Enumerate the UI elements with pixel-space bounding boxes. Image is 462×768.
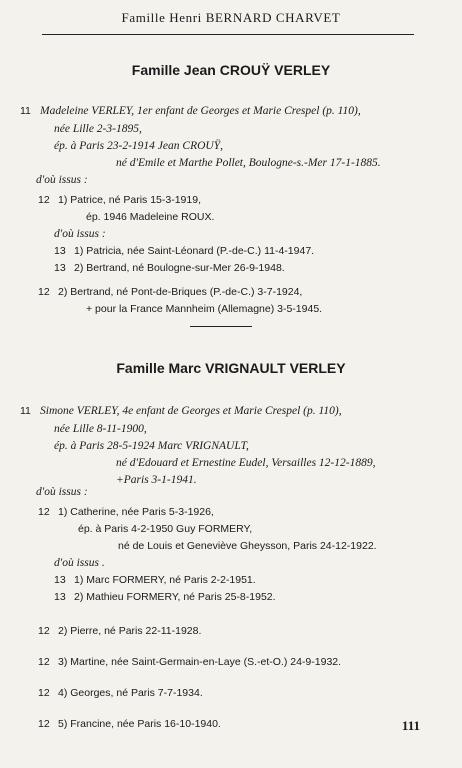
child-text: 1) Patrice, né Paris 15-3-1919, xyxy=(58,194,201,206)
header-rule xyxy=(42,34,414,35)
entry-line xyxy=(20,405,342,418)
child-line: d'où issus . xyxy=(54,557,105,569)
generation-number: 12 xyxy=(38,194,50,206)
child-text: 5) Francine, née Paris 16-10-1940. xyxy=(58,718,221,730)
child-line xyxy=(38,194,201,207)
entry-line: ép. à Paris 23-2-1914 Jean CROUŸ, xyxy=(54,140,223,152)
child-text: 2) Pierre, né Paris 22-11-1928. xyxy=(58,625,202,637)
generation-number: 11 xyxy=(20,405,31,417)
child-text: 1) Catherine, née Paris 5-3-1926, xyxy=(58,506,214,518)
generation-number: 12 xyxy=(38,687,50,699)
section-title-crouy: Famille Jean CROUŸ VERLEY xyxy=(131,62,331,78)
grandchild-text: 1) Patricia, née Saint-Léonard (P.-de-C.) 11-4-1947. xyxy=(74,245,315,257)
generation-number: 12 xyxy=(38,718,50,730)
entry-line: +Paris 3-1-1941. xyxy=(116,474,197,486)
child-line xyxy=(38,687,203,700)
child-line: + pour la France Mannheim (Allemagne) 3-5-1945. xyxy=(86,303,323,315)
entry-line: d'où issus : xyxy=(36,174,88,186)
child-line: ép. à Paris 4-2-1950 Guy FORMERY, xyxy=(78,523,253,535)
grandchild-line xyxy=(54,574,256,587)
entry-line: d'où issus : xyxy=(36,486,88,498)
child-line: né de Louis et Geneviève Gheysson, Paris 24-12-1922. xyxy=(118,540,377,552)
running-header: Famille Henri BERNARD CHARVET xyxy=(121,10,341,25)
entry-text: Simone VERLEY, 4e enfant de Georges et Marie Crespel (p. 110), xyxy=(40,405,342,417)
child-line xyxy=(38,718,221,731)
grandchild-line xyxy=(54,245,314,258)
child-line: ép. 1946 Madeleine ROUX. xyxy=(86,211,215,223)
entry-line xyxy=(20,105,361,118)
child-text: 2) Bertrand, né Pont-de-Briques (P.-de-C.) 3-7-1924, xyxy=(58,286,303,298)
entry-line: né d'Edouard et Ernestine Eudel, Versailles 12-12-1889, xyxy=(116,457,376,469)
child-line xyxy=(38,625,201,638)
generation-number: 12 xyxy=(38,286,50,298)
entry-line: née Lille 8-11-1900, xyxy=(54,423,147,435)
generation-number: 13 xyxy=(54,574,66,586)
child-text: 3) Martine, née Saint-Germain-en-Laye (S.-et-O.) 24-9-1932. xyxy=(58,656,342,668)
entry-line: né d'Emile et Marthe Pollet, Boulogne-s.-Mer 17-1-1885. xyxy=(116,157,381,169)
child-line xyxy=(38,656,341,669)
entry-text: Madeleine VERLEY, 1er enfant de Georges et Marie Crespel (p. 110), xyxy=(40,105,361,117)
child-line xyxy=(38,286,302,299)
generation-number: 11 xyxy=(20,105,31,117)
child-text: 4) Georges, né Paris 7-7-1934. xyxy=(58,687,203,699)
generation-number: 12 xyxy=(38,506,50,518)
grandchild-text: 2) Bertrand, né Boulogne-sur-Mer 26-9-1948. xyxy=(74,262,285,274)
entry-line: née Lille 2-3-1895, xyxy=(54,123,142,135)
section-title-vrignault: Famille Marc VRIGNAULT VERLEY xyxy=(116,360,346,376)
section-separator xyxy=(190,326,252,327)
generation-number: 13 xyxy=(54,245,66,257)
child-line: d'où issus : xyxy=(54,228,106,240)
grandchild-text: 1) Marc FORMERY, né Paris 2-2-1951. xyxy=(74,574,256,586)
entry-line: ép. à Paris 28-5-1924 Marc VRIGNAULT, xyxy=(54,440,249,452)
generation-number: 13 xyxy=(54,591,66,603)
grandchild-text: 2) Mathieu FORMERY, né Paris 25-8-1952. xyxy=(74,591,276,603)
generation-number: 13 xyxy=(54,262,66,274)
grandchild-line xyxy=(54,591,276,604)
generation-number: 12 xyxy=(38,625,50,637)
child-line xyxy=(38,506,214,519)
page-number: 111 xyxy=(401,718,420,733)
grandchild-line xyxy=(54,262,285,275)
generation-number: 12 xyxy=(38,656,50,668)
